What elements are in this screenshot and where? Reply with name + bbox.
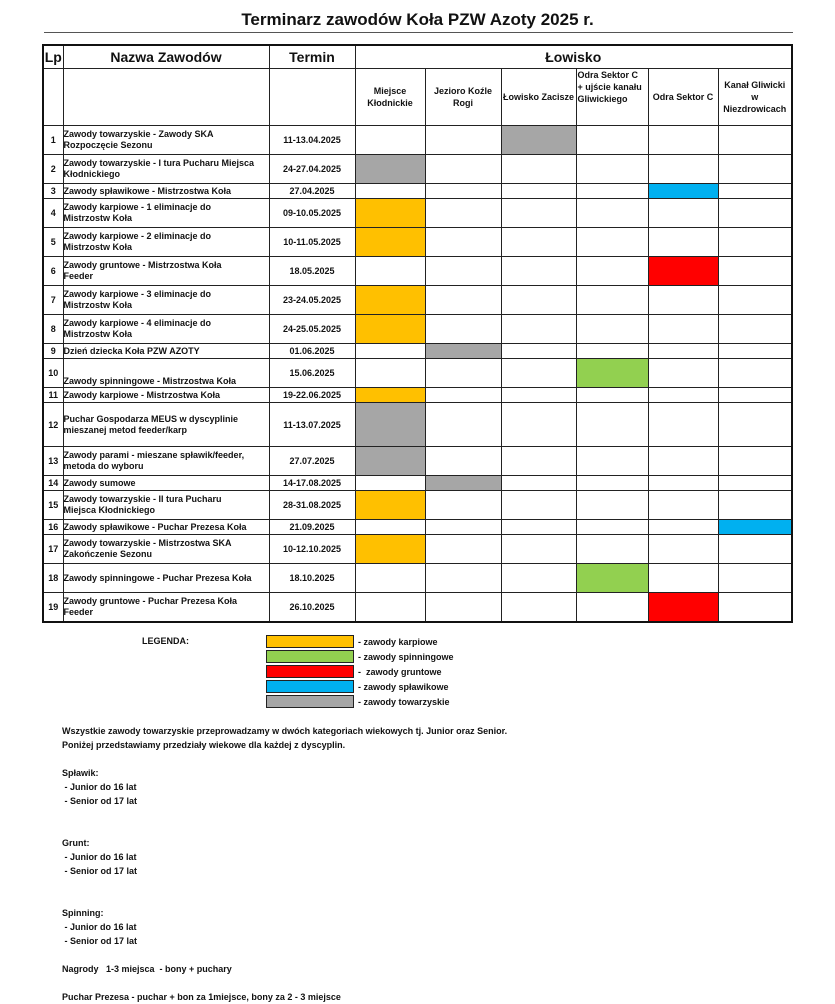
table-row [43, 155, 792, 184]
venue-cell [648, 228, 718, 257]
event-name-line-2: Mistrzostw Koła [63, 213, 133, 223]
venue-cell [576, 593, 648, 622]
event-name [63, 257, 269, 286]
venue-cell [576, 126, 648, 155]
event-name [63, 476, 269, 491]
venue-cell [355, 359, 425, 388]
legend-item [266, 634, 454, 649]
venue-cell [425, 257, 501, 286]
venue-cell [648, 199, 718, 228]
event-name-line-2: Mistrzostw Koła [63, 242, 133, 252]
venue-cell [648, 126, 718, 155]
venue-cell [425, 564, 501, 593]
row-number: 11 [43, 388, 63, 403]
table-row [43, 184, 792, 199]
venue-cell [718, 491, 792, 520]
venue-cell [425, 155, 501, 184]
venue-cell [425, 520, 501, 535]
table-row [43, 126, 792, 155]
venue-cell [718, 344, 792, 359]
event-date: 18.10.2025 [269, 564, 355, 593]
event-name [63, 155, 269, 184]
event-date: 27.07.2025 [269, 447, 355, 476]
venue-cell [718, 126, 792, 155]
legend-swatch [266, 695, 354, 708]
venue-cell [576, 476, 648, 491]
row-number: 8 [43, 315, 63, 344]
venue-cell [355, 520, 425, 535]
legend-label: - zawody spinningowe [358, 651, 454, 662]
venue-cell [648, 344, 718, 359]
venue-cell [425, 286, 501, 315]
venue-cell [648, 315, 718, 344]
page-title: Terminarz zawodów Koła PZW Azoty 2025 r. [241, 10, 594, 29]
row-number: 15 [43, 491, 63, 520]
venue-cell [355, 257, 425, 286]
venue-cell [576, 184, 648, 199]
venue-cell [648, 491, 718, 520]
table-row [43, 564, 792, 593]
legend-label: - zawody spławikowe [358, 681, 449, 692]
venue-cell-marked [425, 476, 501, 491]
event-name [63, 403, 269, 447]
row-number: 5 [43, 228, 63, 257]
row-number: 7 [43, 286, 63, 315]
legend-label: - zawody gruntowe [358, 666, 442, 677]
venue-cell-marked [355, 199, 425, 228]
event-name-line-1: Zawody towarzyskie - II tura Pucharu [63, 494, 222, 504]
col-header-name: Nazwa Zawodów [63, 45, 269, 69]
event-name [63, 593, 269, 622]
venue-cell [425, 447, 501, 476]
event-name [63, 535, 269, 564]
venue-cell [648, 388, 718, 403]
venue-cell-marked [355, 403, 425, 447]
row-number: 10 [43, 359, 63, 388]
event-date: 21.09.2025 [269, 520, 355, 535]
notes-spinning-senior: - Senior od 17 lat [62, 936, 138, 946]
notes-grunt-junior: - Junior do 16 lat [62, 852, 137, 862]
venue-cell [425, 126, 501, 155]
venue-cell [355, 593, 425, 622]
event-name-line-2: Zakończenie Sezonu [63, 549, 153, 559]
venue-cell-marked [355, 286, 425, 315]
venue-cell [425, 228, 501, 257]
event-name-line-1: Zawody spławikowe - Puchar Prezesa Koła [63, 521, 247, 532]
venue-cell [501, 535, 576, 564]
venue-header-odra-sektor-c-ujscie: Odra Sektor C + ujście kanału Gliwickiego [576, 69, 648, 126]
venue-cell [648, 520, 718, 535]
venue-cell [718, 359, 792, 388]
event-name-line-2: Feeder [63, 606, 94, 617]
venue-cell-marked [355, 315, 425, 344]
venue-cell [718, 315, 792, 344]
event-date: 11-13.04.2025 [269, 126, 355, 155]
venue-cell [501, 344, 576, 359]
venue-cell [718, 184, 792, 199]
notes-grunt-senior: - Senior od 17 lat [62, 866, 138, 876]
venue-cell [501, 520, 576, 535]
venue-cell-marked [718, 520, 792, 535]
row-number: 13 [43, 447, 63, 476]
venue-cell-marked [501, 126, 576, 155]
row-number: 4 [43, 199, 63, 228]
legend-swatch [266, 680, 354, 693]
event-name [63, 199, 269, 228]
event-date: 26.10.2025 [269, 593, 355, 622]
table-row [43, 359, 792, 388]
venue-cell [718, 564, 792, 593]
legend-item [266, 664, 454, 679]
venue-cell [501, 184, 576, 199]
venue-cell [355, 564, 425, 593]
venue-cell [648, 155, 718, 184]
venue-cell [501, 447, 576, 476]
venue-cell [501, 359, 576, 388]
venue-cell [576, 228, 648, 257]
event-name-line-1: Zawody towarzyskie - I tura Pucharu Miejsca [63, 158, 255, 168]
venue-cell [425, 403, 501, 447]
event-name-line-1: Zawody gruntowe - Mistrzostwa Koła [63, 260, 222, 270]
table-row [43, 593, 792, 622]
venue-cell [425, 593, 501, 622]
table-row [43, 344, 792, 359]
event-date: 15.06.2025 [269, 359, 355, 388]
notes [62, 724, 507, 1004]
venue-cell [501, 257, 576, 286]
table-row [43, 388, 792, 403]
event-date: 24-25.05.2025 [269, 315, 355, 344]
venue-header-odra-sektor-c: Odra Sektor C [648, 69, 718, 126]
event-name [63, 520, 269, 535]
notes-splawik-senior: - Senior od 17 lat [62, 796, 138, 806]
notes-grunt-title: Grunt: [62, 838, 90, 848]
event-date: 11-13.07.2025 [269, 403, 355, 447]
event-date: 09-10.05.2025 [269, 199, 355, 228]
row-number: 2 [43, 155, 63, 184]
notes-prizes: Nagrody 1-3 miejsca - bony + puchary [62, 964, 232, 974]
legend-swatch [266, 650, 354, 663]
venue-cell-marked [355, 155, 425, 184]
event-date: 01.06.2025 [269, 344, 355, 359]
legend-label: - zawody karpiowe [358, 636, 438, 647]
venue-cell [501, 593, 576, 622]
event-name-line-2: Miejsca Kłodnickiego [63, 505, 156, 515]
event-name-line-1: Zawody parami - mieszane spławik/feeder, [63, 450, 245, 460]
venue-cell-marked [576, 564, 648, 593]
notes-splawik-title: Spławik: [62, 768, 99, 778]
event-name-line-1: Dzień dziecka Koła PZW AZOTY [63, 345, 200, 356]
venue-cell [576, 286, 648, 315]
row-number: 9 [43, 344, 63, 359]
event-name-line-1: Puchar Gospodarza MEUS w dyscyplinie [63, 413, 239, 424]
event-name-line-1: Zawody spławikowe - Mistrzostwa Koła [63, 185, 232, 196]
venue-header-miejsce-klodnickie: Miejsce Kłodnickie [355, 69, 425, 126]
venue-cell [718, 535, 792, 564]
row-number: 16 [43, 520, 63, 535]
venue-cell-marked [576, 359, 648, 388]
event-date: 10-11.05.2025 [269, 228, 355, 257]
row-number: 6 [43, 257, 63, 286]
venue-cell [501, 564, 576, 593]
venue-cell [355, 344, 425, 359]
event-date: 24-27.04.2025 [269, 155, 355, 184]
venue-cell-marked [355, 228, 425, 257]
row-number: 3 [43, 184, 63, 199]
event-name-line-2: metoda do wyboru [63, 461, 144, 471]
venue-cell-marked [355, 491, 425, 520]
legend-item [266, 649, 454, 664]
legend-title: LEGENDA: [142, 636, 189, 646]
table-row [43, 520, 792, 535]
table-row [43, 535, 792, 564]
venue-cell-marked [425, 344, 501, 359]
row-number: 12 [43, 403, 63, 447]
event-name-line-1: Zawody gruntowe - Puchar Prezesa Koła [63, 595, 238, 606]
event-name-line-2: mieszanej metod feeder/karp [63, 424, 188, 435]
venue-cell [576, 344, 648, 359]
venue-header-jezioro-kozle-rogi: Jezioro Koźle Rogi [425, 69, 501, 126]
table-row [43, 476, 792, 491]
venue-cell [501, 155, 576, 184]
row-number: 19 [43, 593, 63, 622]
event-name [63, 447, 269, 476]
venue-cell-marked [355, 447, 425, 476]
venue-cell [425, 491, 501, 520]
venue-cell [501, 199, 576, 228]
table-row [43, 491, 792, 520]
event-name-line-1: Zawody karpiowe - 2 eliminacje do [63, 231, 212, 241]
event-name [63, 491, 269, 520]
venue-cell [355, 476, 425, 491]
event-name-line-2: Mistrzostw Koła [63, 300, 133, 310]
venue-cell [718, 286, 792, 315]
venue-cell [648, 286, 718, 315]
notes-spinning-title: Spinning: [62, 908, 104, 918]
venue-cell [718, 388, 792, 403]
venue-cell [425, 184, 501, 199]
event-date: 19-22.06.2025 [269, 388, 355, 403]
venue-cell [425, 199, 501, 228]
venue-cell-marked [648, 593, 718, 622]
venue-cell [718, 257, 792, 286]
event-date: 18.05.2025 [269, 257, 355, 286]
venue-cell [501, 476, 576, 491]
event-name-line-1: Zawody towarzyskie - Mistrzostwa SKA [63, 538, 232, 548]
event-name-line-1: Zawody karpiowe - 3 eliminacje do [63, 289, 212, 299]
venue-cell-marked [355, 388, 425, 403]
event-name-line-2: Kłodnickiego [63, 169, 121, 179]
venue-cell [718, 447, 792, 476]
event-name [63, 228, 269, 257]
event-name [63, 344, 269, 359]
event-date: 23-24.05.2025 [269, 286, 355, 315]
legend-swatch [266, 665, 354, 678]
venue-cell [718, 403, 792, 447]
title-underline [44, 32, 793, 33]
venue-cell [648, 447, 718, 476]
venue-cell [648, 359, 718, 388]
header-row-top [43, 45, 792, 69]
venue-cell [576, 491, 648, 520]
venue-cell [425, 359, 501, 388]
event-date: 10-12.10.2025 [269, 535, 355, 564]
schedule-table [42, 44, 793, 623]
col-header-lp: Lp [43, 45, 63, 69]
venue-cell [576, 257, 648, 286]
notes-intro-2: Poniżej przedstawiamy przedziały wiekowe dla każdej z dyscyplin. [62, 740, 346, 750]
venue-cell [501, 228, 576, 257]
venue-cell [501, 491, 576, 520]
event-name-line-1: Zawody karpiowe - 1 eliminacje do [63, 202, 212, 212]
venue-cell-marked [355, 535, 425, 564]
notes-spinning-junior: - Junior do 16 lat [62, 922, 137, 932]
legend-swatch [266, 635, 354, 648]
venue-cell [576, 520, 648, 535]
header-row-venues [43, 69, 792, 126]
col-header-fishery: Łowisko [355, 45, 792, 69]
venue-cell [501, 388, 576, 403]
table-row [43, 447, 792, 476]
venue-cell [355, 184, 425, 199]
event-name [63, 286, 269, 315]
event-name [63, 184, 269, 199]
table-row [43, 403, 792, 447]
venue-cell [718, 476, 792, 491]
event-date: 28-31.08.2025 [269, 491, 355, 520]
event-name-line-1: Zawody karpiowe - Mistrzostwa Koła [63, 389, 221, 400]
venue-cell-marked [648, 184, 718, 199]
venue-cell [648, 403, 718, 447]
venue-cell [501, 315, 576, 344]
event-name [63, 359, 269, 388]
col-header-term: Termin [269, 45, 355, 69]
table-row [43, 199, 792, 228]
legend-label: - zawody towarzyskie [358, 696, 450, 707]
notes-splawik-junior: - Junior do 16 lat [62, 782, 137, 792]
venue-cell [576, 403, 648, 447]
event-date: 14-17.08.2025 [269, 476, 355, 491]
notes-intro-1: Wszystkie zawody towarzyskie przeprowadzamy w dwóch kategoriach wiekowych tj. Junior oraz Senior. [62, 726, 508, 736]
venue-cell [576, 315, 648, 344]
venue-header-kanal-gliwicki: Kanał Gliwicki w Niezdrowicach [718, 69, 792, 126]
row-number: 18 [43, 564, 63, 593]
venue-cell [648, 476, 718, 491]
venue-cell [501, 403, 576, 447]
row-number: 1 [43, 126, 63, 155]
event-name-line-1: Zawody sumowe [63, 477, 136, 488]
legend-item [266, 679, 454, 694]
event-date: 27.04.2025 [269, 184, 355, 199]
venue-cell [501, 286, 576, 315]
venue-cell [718, 199, 792, 228]
event-name-line-2: Feeder [63, 271, 94, 281]
event-name-line-1: Zawody karpiowe - 4 eliminacje do [63, 318, 212, 328]
venue-cell [576, 447, 648, 476]
event-name [63, 315, 269, 344]
row-number: 17 [43, 535, 63, 564]
venue-cell [425, 535, 501, 564]
venue-cell [718, 593, 792, 622]
venue-cell-marked [648, 257, 718, 286]
venue-cell [648, 535, 718, 564]
venue-cell [425, 388, 501, 403]
notes-prezes-cup: Puchar Prezesa - puchar + bon za 1miejsce, bony za 2 - 3 miejsce [62, 992, 341, 1002]
table-row [43, 315, 792, 344]
row-number: 14 [43, 476, 63, 491]
event-name-line-1: Zawody spinningowe - Puchar Prezesa Koła [63, 572, 252, 583]
event-name-line-1: Zawody towarzyskie - Zawody SKA [63, 129, 214, 139]
venue-cell [355, 126, 425, 155]
table-row [43, 286, 792, 315]
event-name-line-2: Rozpoczęcie Sezonu [63, 140, 153, 150]
event-name [63, 388, 269, 403]
venue-cell [576, 155, 648, 184]
event-name-line-2: Mistrzostw Koła [63, 329, 133, 339]
venue-cell [718, 155, 792, 184]
venue-cell [648, 564, 718, 593]
venue-cell [718, 228, 792, 257]
venue-cell [576, 199, 648, 228]
venue-header-lowisko-zacisze: Łowisko Zacisze [501, 69, 576, 126]
legend-item [266, 694, 454, 709]
event-name-line-1: Zawody spinningowe - Mistrzostwa Koła [63, 376, 237, 386]
venue-cell [576, 388, 648, 403]
venue-cell [425, 315, 501, 344]
legend [266, 634, 454, 709]
table-row [43, 257, 792, 286]
table-row [43, 228, 792, 257]
event-name [63, 564, 269, 593]
event-name [63, 126, 269, 155]
venue-cell [576, 535, 648, 564]
